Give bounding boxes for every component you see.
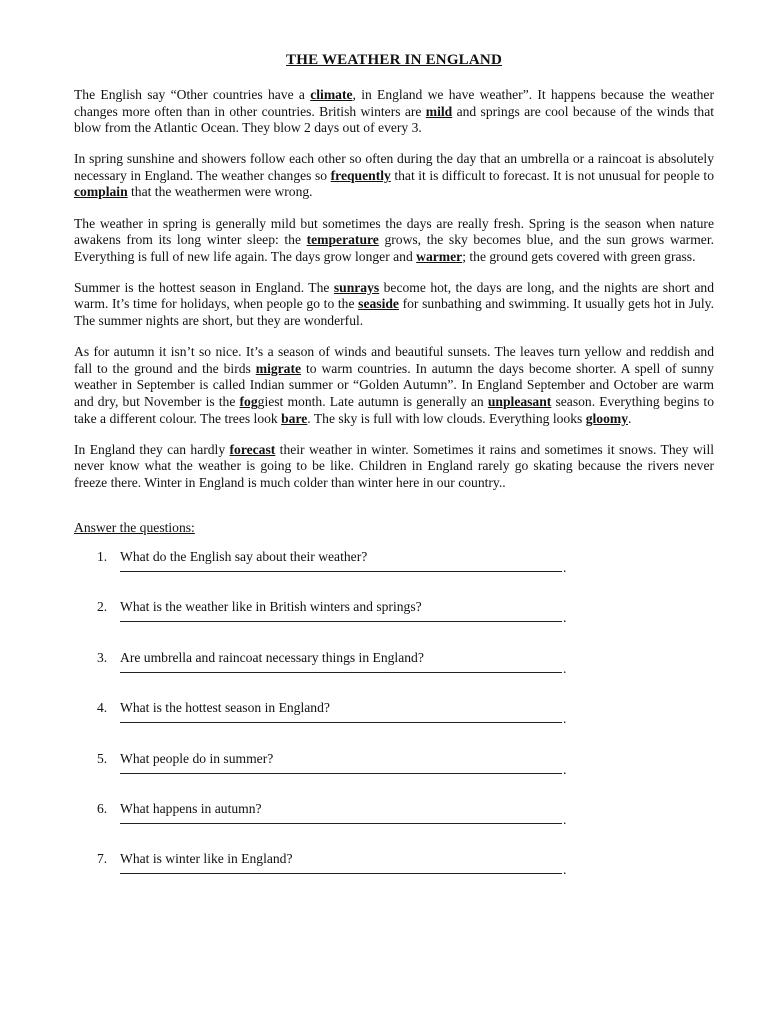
answer-line[interactable]: [120, 773, 562, 774]
vocabulary-word: fog: [239, 393, 258, 409]
question-item: [74, 851, 714, 901]
vocabulary-word: sunrays: [333, 279, 380, 295]
page-title: THE WEATHER IN ENGLAND: [286, 52, 502, 68]
answer-line-end: .: [563, 711, 567, 727]
paragraph-spring-weather: [74, 216, 714, 266]
paragraph-text: become hot, the days are long, and the nights are short and warm. It’s time for holidays, when people go to the: [74, 279, 714, 312]
vocabulary-word: seaside: [358, 296, 399, 312]
answer-line[interactable]: [120, 672, 562, 673]
vocabulary-word: unpleasant: [487, 393, 552, 409]
paragraph-summer: [74, 280, 714, 330]
vocabulary-word: climate: [310, 87, 353, 102]
question-number: 2.: [97, 599, 108, 615]
paragraph-text: for sunbathing and swimming. It usually gets hot in July. The summer nights are short, but they are wonderful.: [74, 296, 714, 329]
answer-line-end: .: [563, 559, 567, 575]
question-item: [74, 650, 714, 700]
question-item: [74, 700, 714, 750]
question-number: 4.: [97, 700, 108, 716]
question-number: 7.: [97, 851, 108, 867]
question-item: [74, 751, 714, 801]
paragraph-spring-showers: [74, 151, 714, 201]
paragraph-text: In spring sunshine and showers follow each other so often during the day that an umbrella or a raincoat is absolutely necessary in England. The weather changes so: [74, 151, 714, 183]
vocabulary-word: temperature: [306, 232, 379, 248]
vocabulary-word: bare: [281, 410, 308, 426]
vocabulary-word: mild: [425, 103, 453, 119]
question-list: [74, 549, 714, 902]
paragraph-text: ; the ground gets covered with green grass.: [462, 248, 696, 264]
question-text: What is winter like in England?: [120, 851, 293, 867]
paragraph-intro: [74, 87, 714, 137]
question-item: [74, 599, 714, 649]
paragraph-text: season. Everything begins to take a different colour. The trees look: [74, 393, 714, 426]
answer-line[interactable]: [120, 873, 562, 874]
paragraph-text: that it is difficult to forecast. It is not unusual for people to: [390, 167, 714, 183]
vocabulary-word: complain: [74, 184, 128, 200]
paragraph-text: to warm countries. In autumn the days become shorter. A spell of sunny weather in September is called Indian summer or “Golden Autumn”. In England September and October are warm and dry, but November is the: [74, 360, 714, 409]
paragraph-text: The weather in spring is generally mild but sometimes the days are really fresh. Spring is the season when nature awakens from its long winter sleep: the: [74, 215, 714, 248]
paragraph-text: that the weathermen were wrong.: [127, 184, 313, 200]
paragraph-winter: [74, 442, 714, 492]
answer-line-end: .: [563, 610, 567, 626]
paragraph-text: In England they can hardly: [74, 441, 230, 457]
worksheet-page: [74, 52, 714, 902]
question-text: What happens in autumn?: [120, 800, 262, 816]
paragraph-text: giest month. Late autumn is generally an: [257, 393, 488, 409]
question-number: 3.: [97, 649, 108, 665]
question-item: [74, 801, 714, 851]
question-text: What people do in summer?: [120, 750, 274, 766]
paragraph-text: their weather in winter. Sometimes it rains and sometimes it snows. They will never know what the weather is going to be like. Children in England rarely go skating because the rivers never freeze there. Winter in England is much colder than winter here in our country..: [74, 441, 714, 490]
paragraph-text: The English say “Other countries have a: [74, 87, 311, 102]
answer-line-end: .: [563, 862, 567, 878]
question-number: 1.: [97, 548, 108, 564]
answer-line[interactable]: [120, 823, 562, 824]
question-text: What is the weather like in British winters and springs?: [120, 599, 422, 615]
vocabulary-word: forecast: [229, 441, 276, 457]
paragraph-text: As for autumn it isn’t so nice. It’s a season of winds and beautiful sunsets. The leaves turn yellow and reddish and fall to the ground and the birds: [74, 344, 714, 376]
reading-text: [74, 87, 714, 491]
vocabulary-word: gloomy: [585, 410, 628, 426]
question-text: Are umbrella and raincoat necessary things in England?: [120, 649, 424, 665]
answer-line[interactable]: [120, 722, 562, 723]
paragraph-text: and springs are cool because of the winds that blow from the Atlantic Ocean. They blow 2 days out of every 3.: [74, 103, 714, 136]
question-text: What do the English say about their weather?: [120, 548, 368, 564]
vocabulary-word: migrate: [255, 360, 302, 376]
answer-line-end: .: [563, 761, 567, 777]
question-number: 6.: [97, 800, 108, 816]
question-text: What is the hottest season in England?: [120, 700, 330, 716]
paragraph-autumn: [74, 344, 714, 427]
answer-line[interactable]: [120, 571, 562, 572]
answer-line-end: .: [563, 811, 567, 827]
answer-line[interactable]: [120, 621, 562, 622]
paragraph-text: , in England we have weather”. It happens because the weather changes more often than in other countries. British winters are: [74, 87, 714, 119]
question-item: [74, 549, 714, 599]
paragraph-text: . The sky is full with low clouds. Everything looks: [307, 410, 586, 426]
answer-heading: Answer the questions:: [74, 520, 195, 536]
vocabulary-word: frequently: [330, 167, 391, 183]
vocabulary-word: warmer: [416, 248, 463, 264]
paragraph-text: Summer is the hottest season in England. The: [74, 279, 334, 295]
paragraph-text: grows, the sky becomes blue, and the sun grows warmer. Everything is full of new life again. The days grow longer and: [74, 232, 714, 264]
answer-line-end: .: [563, 660, 567, 676]
paragraph-text: .: [628, 410, 632, 426]
question-number: 5.: [97, 750, 108, 766]
